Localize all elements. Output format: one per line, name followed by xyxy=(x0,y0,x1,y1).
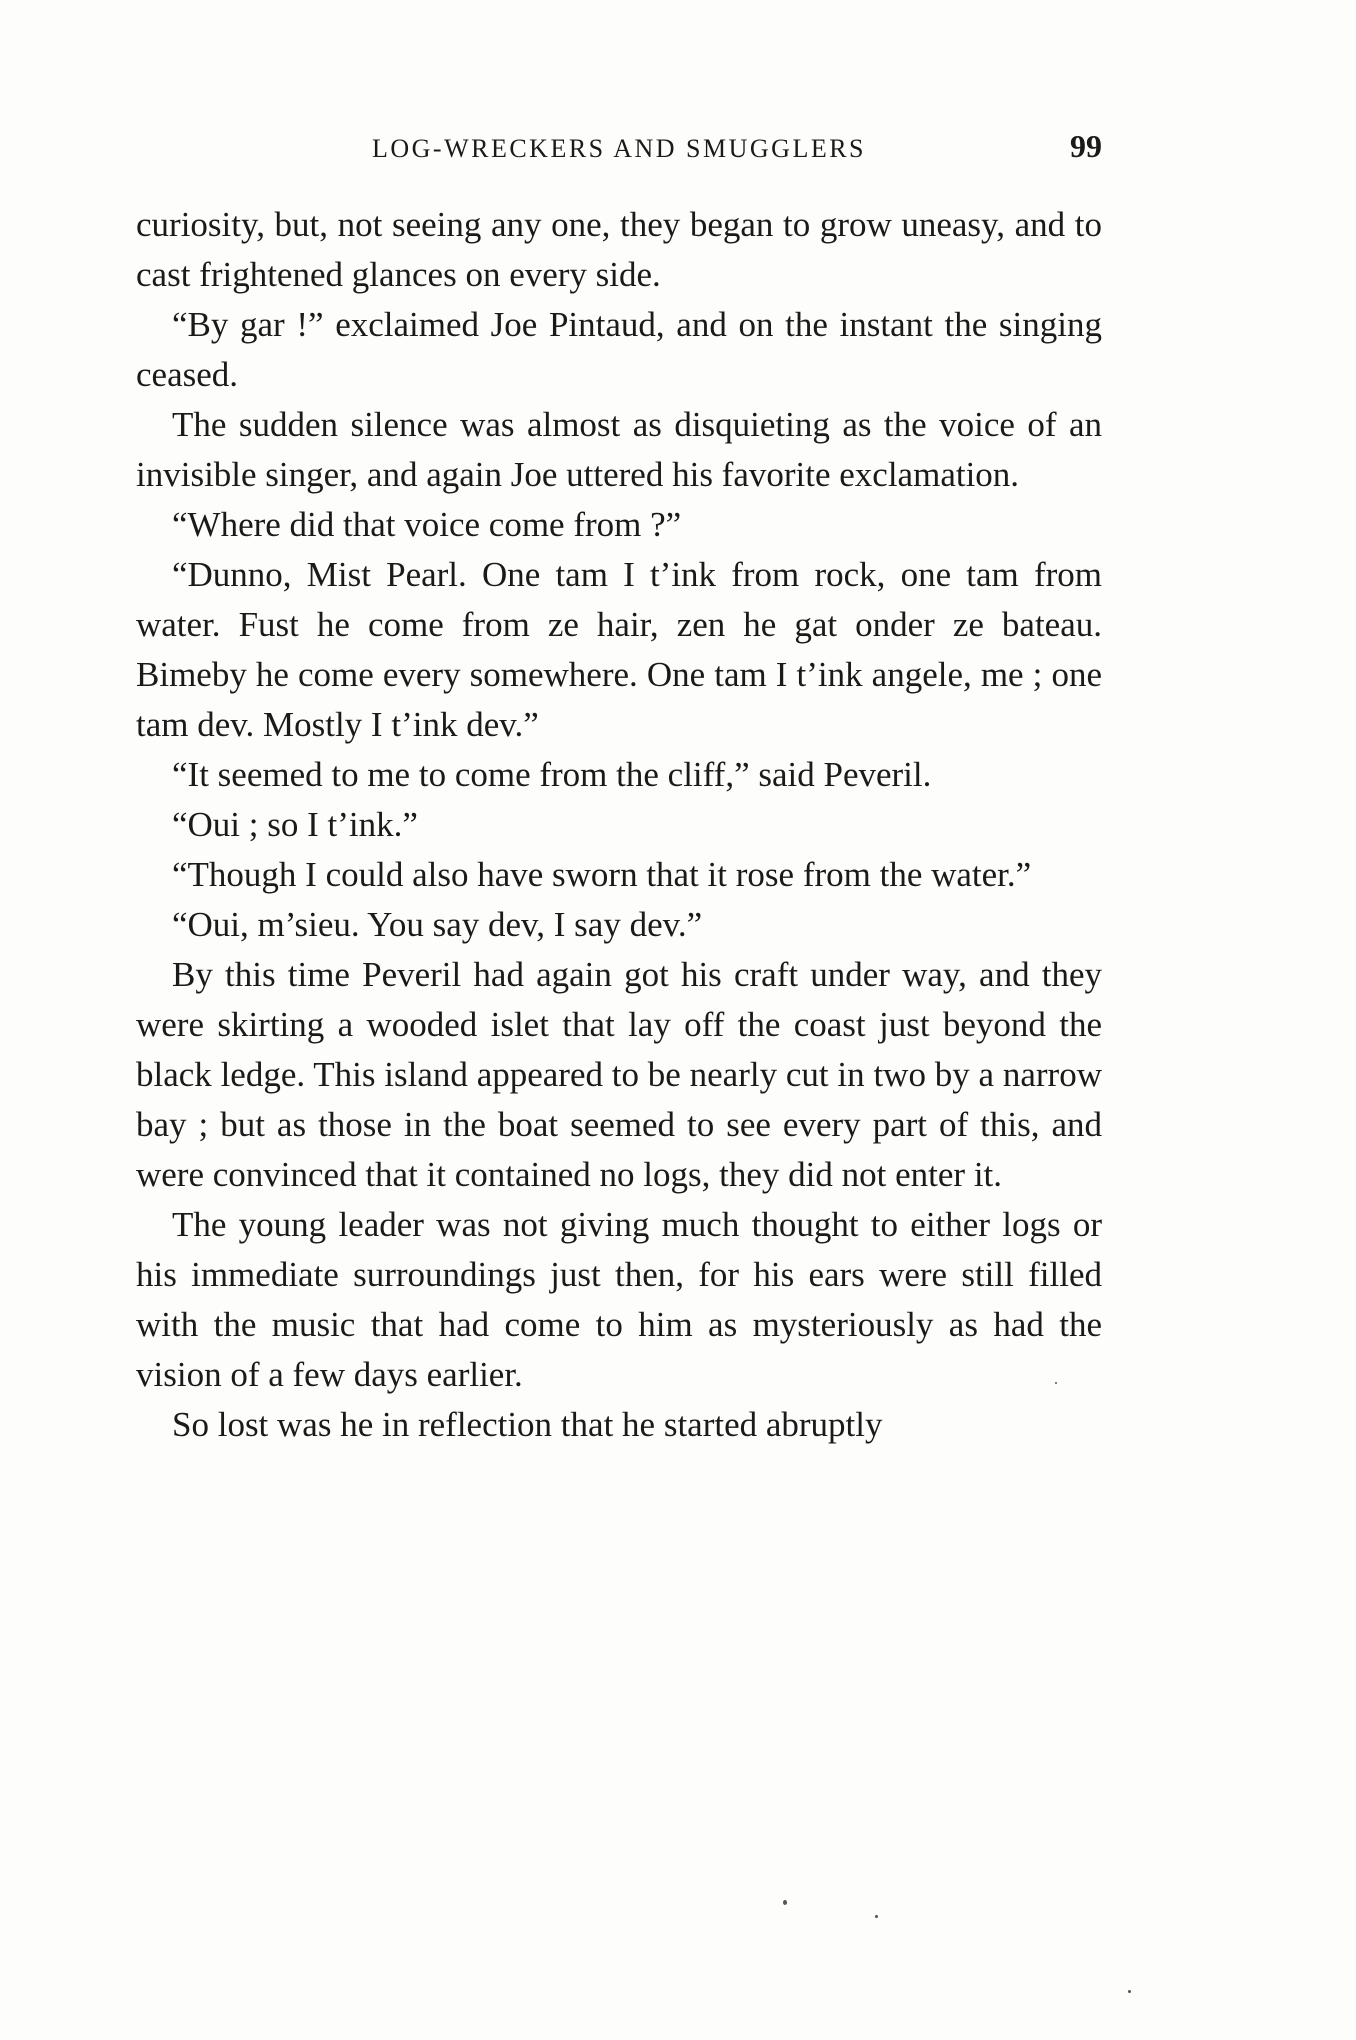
running-title: LOG-WRECKERS AND SMUGGLERS xyxy=(371,134,867,163)
paragraph: “It seemed to me to come from the cliff,” said Peveril. xyxy=(172,755,932,794)
paragraph-continued: curiosity, but, not seeing any one, they began to grow uneasy, and to cast frightened glances on every side. xyxy=(136,205,1102,294)
paragraph: The young leader was not giving much thought to either logs or his immediate surroundings just then, for his ears were still filled with the music that had come to him as mysteriously as had the vision of a few days earlier. xyxy=(136,1205,1102,1394)
running-head xyxy=(136,128,1102,176)
page-number: 99 xyxy=(1070,128,1102,164)
paragraph: “By gar !” exclaimed Joe Pintaud, and on the instant the singing ceased. xyxy=(136,305,1102,394)
body-text xyxy=(136,200,1102,1450)
print-speck xyxy=(1055,1382,1057,1384)
print-speck xyxy=(1128,1990,1131,1993)
paragraph: So lost was he in reflection that he started abruptly xyxy=(172,1405,883,1444)
paragraph: “Though I could also have sworn that it rose from the water.” xyxy=(172,855,1032,894)
paragraph: “Where did that voice come from ?” xyxy=(172,505,682,544)
print-speck xyxy=(875,1915,878,1918)
print-speck xyxy=(783,1900,787,1905)
paragraph: “Dunno, Mist Pearl. One tam I t’ink from rock, one tam from water. Fust he come from ze hair, zen he gat onder ze bateau. Bimeby he come every somewhere. One tam I t’ink angele, me ; one tam dev. Mostly I t’ink dev.” xyxy=(136,555,1102,744)
paragraph: “Oui ; so I t’ink.” xyxy=(172,805,418,844)
paragraph: “Oui, m’sieu. You say dev, I say dev.” xyxy=(172,905,703,944)
paragraph: The sudden silence was almost as disquieting as the voice of an invisible singer, and again Joe uttered his favorite exclamation. xyxy=(136,405,1102,494)
paragraph: By this time Peveril had again got his craft under way, and they were skirting a wooded islet that lay off the coast just beyond the black ledge. This island appeared to be nearly cut in two by a narrow bay ; but as those in the boat seemed to see every part of this, and were convinced that it contained no logs, they did not enter it. xyxy=(136,955,1102,1194)
